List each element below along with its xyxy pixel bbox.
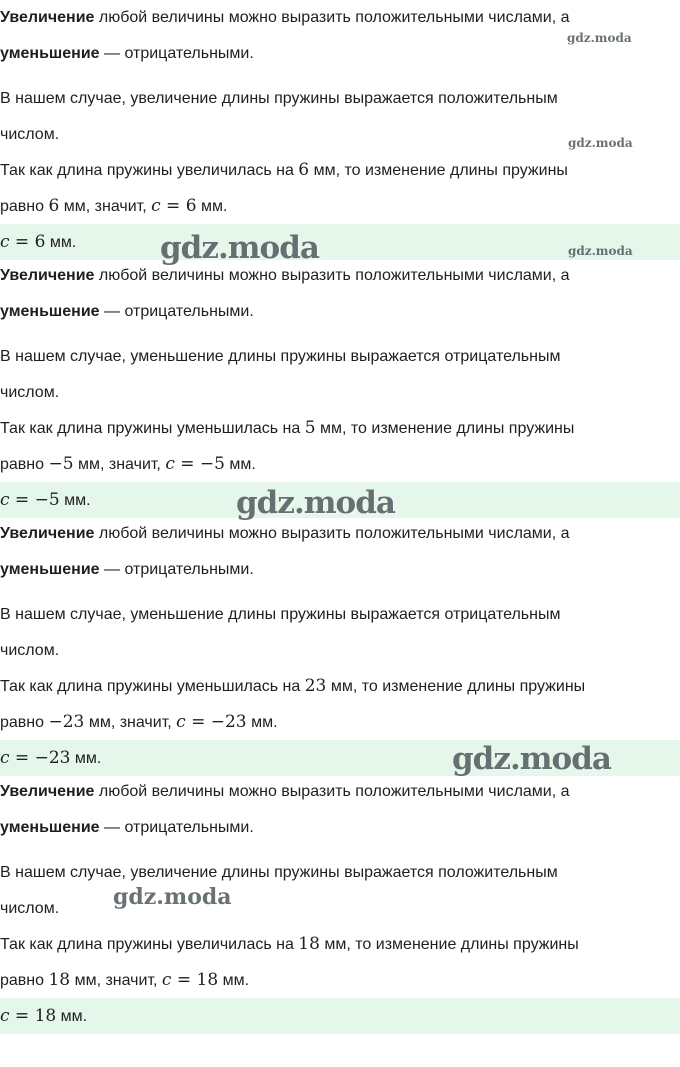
calc-line: Так как длина пружины увеличилась на 18 мм, то изменение длины пружины: [0, 934, 579, 954]
answer-text: c = 18 мм.: [0, 1006, 88, 1026]
equation-line: равно −23 мм, значит, c = −23 мм.: [0, 712, 278, 732]
watermark: gdz.moda: [160, 230, 319, 266]
watermark: gdz.moda: [113, 884, 232, 910]
rule-line-2: уменьшение — отрицательными.: [0, 45, 254, 62]
case-line-2: числом.: [0, 384, 60, 401]
case-line-2: числом.: [0, 900, 60, 917]
rule-line-1: Увеличение любой величины можно выразить положительными числами, а: [0, 783, 570, 800]
case-line-2: числом.: [0, 642, 60, 659]
rule-line-2: уменьшение — отрицательными.: [0, 561, 254, 578]
case-line-1: В нашем случае, уменьшение длины пружины выражается отрицательным: [0, 606, 561, 623]
calc-line: Так как длина пружины уменьшилась на 23 мм, то изменение длины пружины: [0, 676, 586, 696]
case-line-2: числом.: [0, 126, 60, 143]
answer-text: c = −23 мм.: [0, 748, 102, 768]
case-line-1: В нашем случае, уменьшение длины пружины выражается отрицательным: [0, 348, 561, 365]
rule-line-1: Увеличение любой величины можно выразить положительными числами, а: [0, 267, 570, 284]
rule-line-1: Увеличение любой величины можно выразить положительными числами, а: [0, 525, 570, 542]
rule-line-2: уменьшение — отрицательными.: [0, 303, 254, 320]
calc-line: Так как длина пружины увеличилась на 6 мм, то изменение длины пружины: [0, 160, 568, 180]
equation-line: равно −5 мм, значит, c = −5 мм.: [0, 454, 256, 474]
answer-text: c = 6 мм.: [0, 232, 77, 252]
rule-line-1: Увеличение любой величины можно выразить положительными числами, а: [0, 9, 570, 26]
watermark: gdz.moda: [568, 244, 633, 258]
watermark: gdz.moda: [236, 485, 395, 521]
watermark: gdz.moda: [567, 31, 632, 45]
answer-box: [0, 998, 680, 1034]
equation-line: равно 18 мм, значит, c = 18 мм.: [0, 970, 250, 990]
answer-text: c = −5 мм.: [0, 490, 91, 510]
watermark: gdz.moda: [568, 136, 633, 150]
case-line-1: В нашем случае, увеличение длины пружины выражается положительным: [0, 90, 558, 107]
watermark: gdz.moda: [452, 741, 611, 777]
equation-line: равно 6 мм, значит, c = 6 мм.: [0, 196, 228, 216]
rule-line-2: уменьшение — отрицательными.: [0, 819, 254, 836]
case-line-1: В нашем случае, увеличение длины пружины выражается положительным: [0, 864, 558, 881]
calc-line: Так как длина пружины уменьшилась на 5 мм, то изменение длины пружины: [0, 418, 575, 438]
